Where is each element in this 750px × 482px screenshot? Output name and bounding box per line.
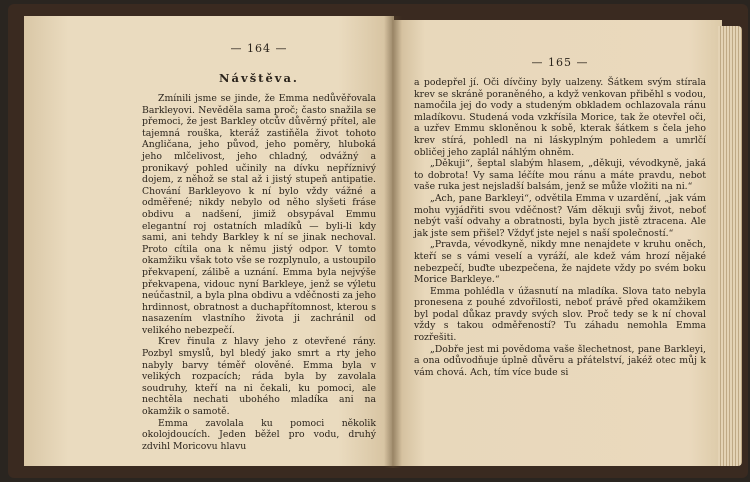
left-paragraph-3: Emma zavolala ku pomoci několik okolojdoucích. Jeden běžel pro vodu, druhý zdvihl Moricovu hlavu <box>142 417 376 452</box>
right-paragraph-4: „Pravda, vévodkyně, nikdy mne nenajdete v kruhu oněch, kteří se s vámi veselí a vyráží, ale kdež vám hrozí nějaké nebezpečí, buďte ubezpečena, že najdete vždy po svém boku Morice Barkleye.“ <box>414 239 706 286</box>
left-page <box>24 16 394 466</box>
chapter-heading: Návštěva. <box>219 71 299 85</box>
page-number-right: — 165 — <box>531 56 589 69</box>
right-paragraph-3: „Ach, pane Barkleyi“, odvětila Emma v uzardění, „jak vám mohu vyjádřiti svou vděčnost? Vám děkuji svůj život, neboť nebýt vaší odvahy a obratnosti, byla bych jistě ztracena. Ale jak jste sem přišel? Vždyť jste nejel s naší společností.“ <box>414 192 706 239</box>
page-edges <box>718 26 742 466</box>
left-paragraph-1: Zmínili jsme se jinde, že Emma nedůvěřovala Barkleyovi. Nevěděla sama proč; často snažila se přemoci, že jest Barkley otcův důvěrný přítel, ale tajemná rouška, kteráž zastiňěla život tohoto Angličana, jeho původ, jeho poměry, hluboká jeho mlčelivost, jeho chladný, odvážný a pronikavý pohled učinily na dívku nepříznivý dojem, z něhož se stal až i jistý stupeň antipatie. Chování Barkleyovo k ní bylo vždy vážné a odměřené; nikdy nebylo od něho slyšeti fráse obdivu a nadšení, jimiž obsypával Emmu elegantní roj ostatních mladíků — byli-li kdy sami, ani tehdy Barkley k ní se jinak nechoval. Proto cítila ona k němu jistý odpor. V tomto okamžiku však toto vše se rozplynulo, a ustoupilo překvapení, zálibě a uznání. Emma byla nejvýše překvapena, vidouc nyní Barkleye, jenž se výletu neúčastnil, a byla plna obdivu a vděčnosti za jeho hrdinnost, obratnost a duchapřítomnost, kterou s nasazením vlastního života ji zachránil od velikého nebezpečí. <box>142 93 376 336</box>
book-gutter <box>384 16 402 468</box>
right-paragraph-2: „Děkuji“, šeptal slabým hlasem, „děkuji, vévodkyně, jaká to dobrota! Vy sama léčíte mou ránu a máte pravdu, nebot vaše ruka jest nejsladší balsám, jenž se může vložiti na ni.“ <box>414 158 706 193</box>
right-paragraph-1: a podepřel jí. Oči dívčiny byly ualzeny. Šátkem svým stírala krev se skráně poraněného, a když venkovan přiběhl s vodou, namočila jej do vody a studeným obkladem ochlazovala ránu mladíkovu. Studená voda vzkřísila Morice, tak že otevřel oči, a uzřev Emmu skloněnou k sobě, kterak šátkem s čela jeho krev stírá, pohledl na ni láskyplným pohledem a umrlčí obličej jeho zaplál náhlým ohněm. <box>414 77 706 158</box>
right-paragraph-6: „Dobře jest mi povědoma vaše šlechetnost, pane Barkleyi, a ona odůvodňuje úplně důvěru a přátelství, jakéž otec můj k vám chová. Ach, tím více bude si <box>414 343 706 378</box>
left-paragraph-2: Krev řinula z hlavy jeho z otevřené rány. Pozbyl smyslů, byl bledý jako smrt a rty jeho nabyly barvy téměř olověné. Emma byla v velikých rozpacích; ráda byla by zavolala soudruhy, kteří na ni čekali, ku pomoci, ale nechtěla nechati ubohého mladíka ani na okamžik o samotě. <box>142 336 376 418</box>
right-page <box>392 20 722 466</box>
right-paragraph-5: Emma pohlédla v úžasnutí na mladíka. Slova tato nebyla pronesena z pouhé zdvořilosti, neboť právě před okamžikem byl podal důkaz pravdy svých slov. Proč tedy se k ní choval vždy s takou odměřeností? Tu záhadu nemohla Emma rozřešiti. <box>414 285 706 344</box>
page-number-left: — 164 — <box>230 42 288 55</box>
